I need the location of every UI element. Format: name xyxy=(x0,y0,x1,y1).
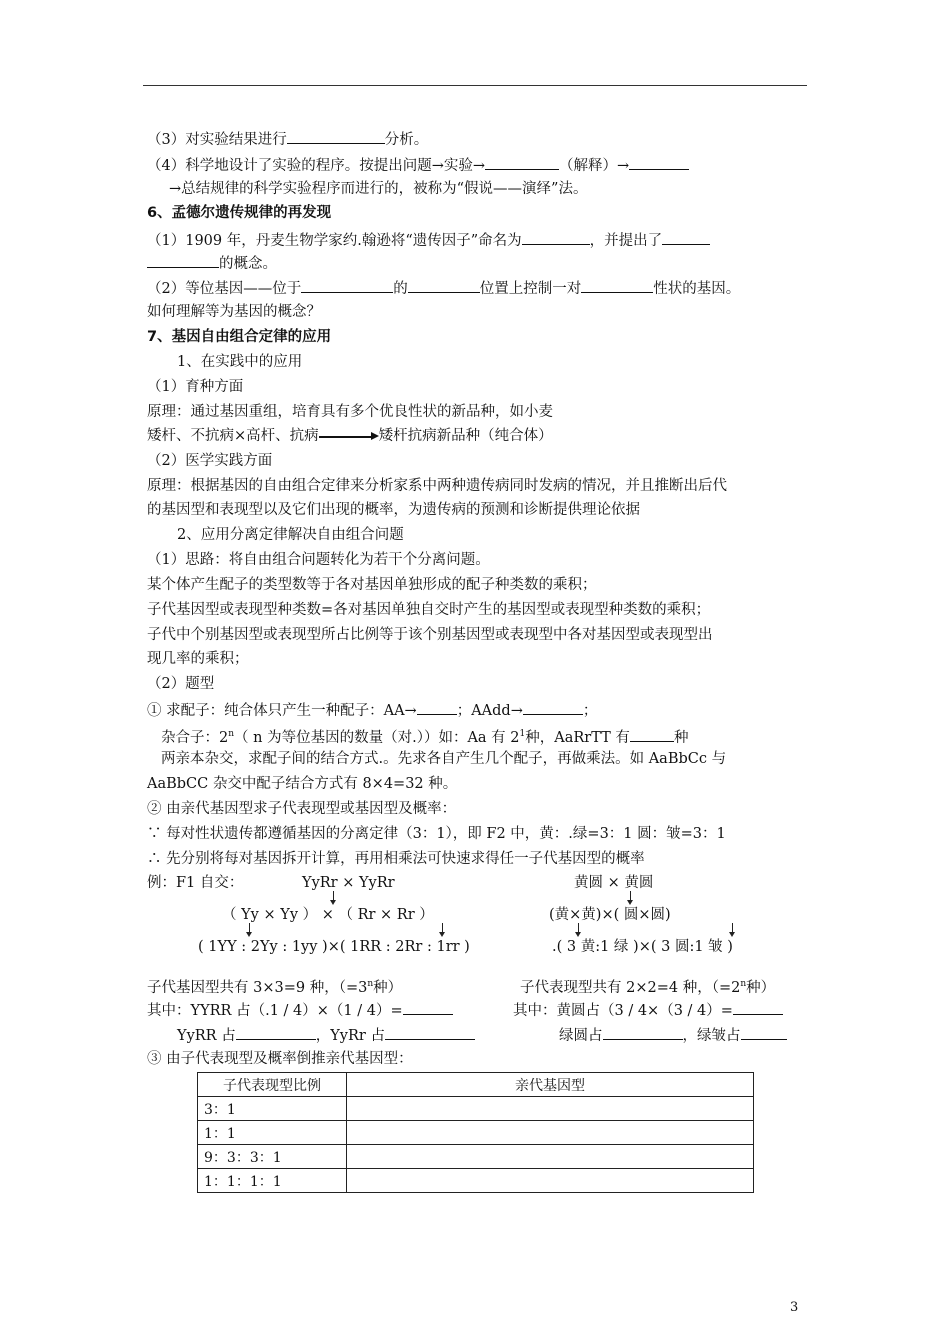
example-split-phenotype: (黄×黄)×( 圆×圆) xyxy=(549,907,671,923)
line-q8: ③ 由子代表现型及概率倒推亲代基因型： xyxy=(147,1051,413,1067)
line-ratio: 子代中个别基因型或表现型所占比例等于该个别基因型或表现型中各对基因型或表现型出 xyxy=(147,627,713,643)
superscript: n xyxy=(228,729,235,739)
line-q6: ∵ 每对性状遗传都遵循基因的分离定律（3：1），即 F2 中，黄：.绿=3：1 圆：皱=3：1 xyxy=(147,826,726,842)
text: 子代表现型共有 2×2=4 种，（=2 xyxy=(520,979,741,996)
text: 其中：黄圆占（3 / 4×（3 / 4）= xyxy=(513,1003,733,1019)
text: （解释）→ xyxy=(559,158,630,174)
superscript: n xyxy=(367,979,374,989)
text: 种 xyxy=(673,729,689,746)
text: 种，AaRrTT 有 xyxy=(525,729,630,746)
line-6-1 xyxy=(147,229,710,251)
text: YyRR 占 xyxy=(177,1028,236,1044)
blank xyxy=(603,1024,683,1040)
superscript: n xyxy=(740,979,747,989)
header-rule xyxy=(143,85,807,86)
text: 矮杆、不抗病×高杆、抗病 xyxy=(147,428,319,444)
text: 种） xyxy=(373,979,403,996)
table-cell xyxy=(347,1097,754,1121)
table-cell xyxy=(347,1169,754,1193)
arrow-down-icon xyxy=(732,923,733,935)
text: （2）等位基因——位于 xyxy=(147,281,302,297)
table-header-cell: 子代表现型比例 xyxy=(198,1073,347,1097)
arrow-down-icon xyxy=(442,923,443,935)
text: 其中：YYRR 占（.1 / 4）×（1 / 4）= xyxy=(147,1003,403,1019)
line-medical-principle-cont: 的基因型和表现型以及它们出现的概率，为遗传病的预测和诊断提供理论依据 xyxy=(147,502,640,518)
table-header-cell: 亲代基因型 xyxy=(347,1073,754,1097)
table-cell: 3：1 xyxy=(198,1097,347,1121)
subsection-2: 2、应用分离定律解决自由组合问题 xyxy=(177,527,404,543)
blank xyxy=(485,154,559,170)
line-medical: （2）医学实践方面 xyxy=(147,453,273,469)
blank xyxy=(408,277,480,293)
blank xyxy=(733,999,783,1015)
arrow-down-icon xyxy=(333,891,334,903)
line-q1 xyxy=(147,699,597,721)
text: ；AAdd→ xyxy=(456,703,523,719)
phenotype-total xyxy=(520,974,775,998)
line-types: 子代基因型或表现型种类数=各对基因单独自交时产生的基因型或表现型种类数的乘积； xyxy=(147,602,711,618)
superscript: 1 xyxy=(519,729,526,739)
text: ，并提出了 xyxy=(589,233,663,249)
text: （ n 为等位基因的数量（对.））如：Aa 有 2 xyxy=(234,729,520,746)
text: ① 求配子：纯合体只产生一种配子：AA→ xyxy=(147,703,417,719)
example-phenotype-cross: 黄圆 × 黄圆 xyxy=(574,875,654,891)
line-breeding: （1）育种方面 xyxy=(147,379,244,395)
line-green xyxy=(559,1024,787,1046)
blank xyxy=(403,999,453,1015)
blank xyxy=(522,229,590,245)
arrow-down-icon xyxy=(249,923,250,935)
blank xyxy=(417,699,457,715)
example-label: 例：F1 自交： xyxy=(147,875,244,891)
line-idea: （1）思路：将自由组合问题转化为若干个分离问题。 xyxy=(147,552,490,568)
section-7-heading: 7、基因自由组合定律的应用 xyxy=(147,329,332,345)
blank xyxy=(741,1024,787,1040)
line-q3: 两亲本杂交，求配子间的结合方式.。先求各自产生几个配子，再做乘法。如 AaBbCc 与 xyxy=(161,751,727,767)
line-yyrr xyxy=(147,999,453,1021)
blank xyxy=(385,1024,475,1040)
line-item4 xyxy=(147,154,689,176)
page-number: 3 xyxy=(790,1300,799,1315)
section-6-heading: 6、孟德尔遗传规律的再发现 xyxy=(147,205,332,221)
line-breeding-cross xyxy=(147,426,553,446)
blank xyxy=(662,229,710,245)
subsection-1: 1、在实践中的应用 xyxy=(177,354,303,370)
text: （3）对实验结果进行 xyxy=(147,132,287,148)
line-medical-principle: 原理：根据基因的自由组合定律来分析家系中两种遗传病同时发病的情况，并且推断出后代 xyxy=(147,478,727,494)
genotype-total xyxy=(147,974,402,998)
arrow-down-icon xyxy=(630,891,631,903)
table-header-row xyxy=(198,1073,754,1097)
line-breeding-principle: 原理：通过基因重组，培育具有多个优良性状的新品种，如小麦 xyxy=(147,404,553,420)
table-cell: 1：1：1：1 xyxy=(198,1169,347,1193)
blank xyxy=(236,1024,316,1040)
table-cell: 9：3：3：1 xyxy=(198,1145,347,1169)
table-row xyxy=(198,1145,754,1169)
line-q2 xyxy=(161,724,688,748)
text: 分析。 xyxy=(384,132,429,148)
text: 的概念。 xyxy=(219,256,277,272)
table-cell xyxy=(347,1145,754,1169)
line-yellow-round xyxy=(513,999,783,1021)
text: 子代基因型共有 3×3=9 种，（=3 xyxy=(147,979,368,996)
line-6-2 xyxy=(147,277,740,299)
arrow-icon xyxy=(319,429,379,443)
question-line: 如何理解等为基因的概念？ xyxy=(147,304,321,320)
line-ratio-cont: 现几率的乘积； xyxy=(147,651,249,667)
arrow-down-icon xyxy=(578,923,579,935)
example-ratio-phenotype: .( 3 黄:1 绿 )×( 3 圆:1 皱 ) xyxy=(552,939,733,955)
blank xyxy=(301,277,393,293)
line-question-types: （2）题型 xyxy=(147,676,215,692)
blank xyxy=(147,252,219,268)
blank xyxy=(581,277,653,293)
line-yyrr-2 xyxy=(177,1024,475,1046)
text: 绿圆占 xyxy=(559,1028,603,1044)
table-row xyxy=(198,1169,754,1193)
table-cell xyxy=(347,1121,754,1145)
ratio-table xyxy=(197,1072,754,1193)
text: 性状的基因。 xyxy=(653,281,741,297)
line-q4: AaBbCC 杂交中配子结合方式有 8×4=32 种。 xyxy=(147,776,458,792)
table-cell: 1：1 xyxy=(198,1121,347,1145)
text: ，YyRr 占 xyxy=(315,1028,385,1044)
line-item4-cont: →总结规律的科学实验程序而进行的，被称为“假说——演绎”法。 xyxy=(169,181,588,197)
text: （1）1909 年，丹麦生物学家约.翰逊将“遗传因子”命名为 xyxy=(147,233,522,249)
example-ratio-genotype: ( 1YY : 2Yy : 1yy )×( 1RR : 2Rr : 1rr ) xyxy=(198,939,470,955)
text: （4）科学地设计了实验的程序。按提出问题→实验→ xyxy=(147,158,486,174)
text: 矮杆抗病新品种（纯合体） xyxy=(378,428,553,444)
line-q5: ② 由亲代基因型求子代表现型或基因型及概率： xyxy=(147,801,457,817)
blank xyxy=(629,154,689,170)
blank xyxy=(287,128,385,144)
line-item3 xyxy=(147,128,428,150)
line-q7: ∴ 先分别将每对基因拆开计算，再用相乘法可快速求得任一子代基因型的概率 xyxy=(147,851,645,867)
text: 位置上控制一对 xyxy=(479,281,582,297)
example-split-genotype: （ Yy × Yy ） × （ Rr × Rr ） xyxy=(222,907,434,923)
text: 的 xyxy=(393,281,408,297)
blank xyxy=(630,726,674,742)
line-gametes: 某个体产生配子的类型数等于各对基因单独形成的配子种类数的乘积； xyxy=(147,577,597,593)
table-row xyxy=(198,1121,754,1145)
text: ； xyxy=(582,703,598,719)
line-6-1-cont xyxy=(147,252,277,274)
text: 杂合子：2 xyxy=(161,729,229,746)
blank xyxy=(523,699,583,715)
text: ，绿皱占 xyxy=(682,1028,741,1044)
text: 种） xyxy=(746,979,776,996)
table-row xyxy=(198,1097,754,1121)
example-genotype-cross: YyRr × YyRr xyxy=(302,875,395,891)
